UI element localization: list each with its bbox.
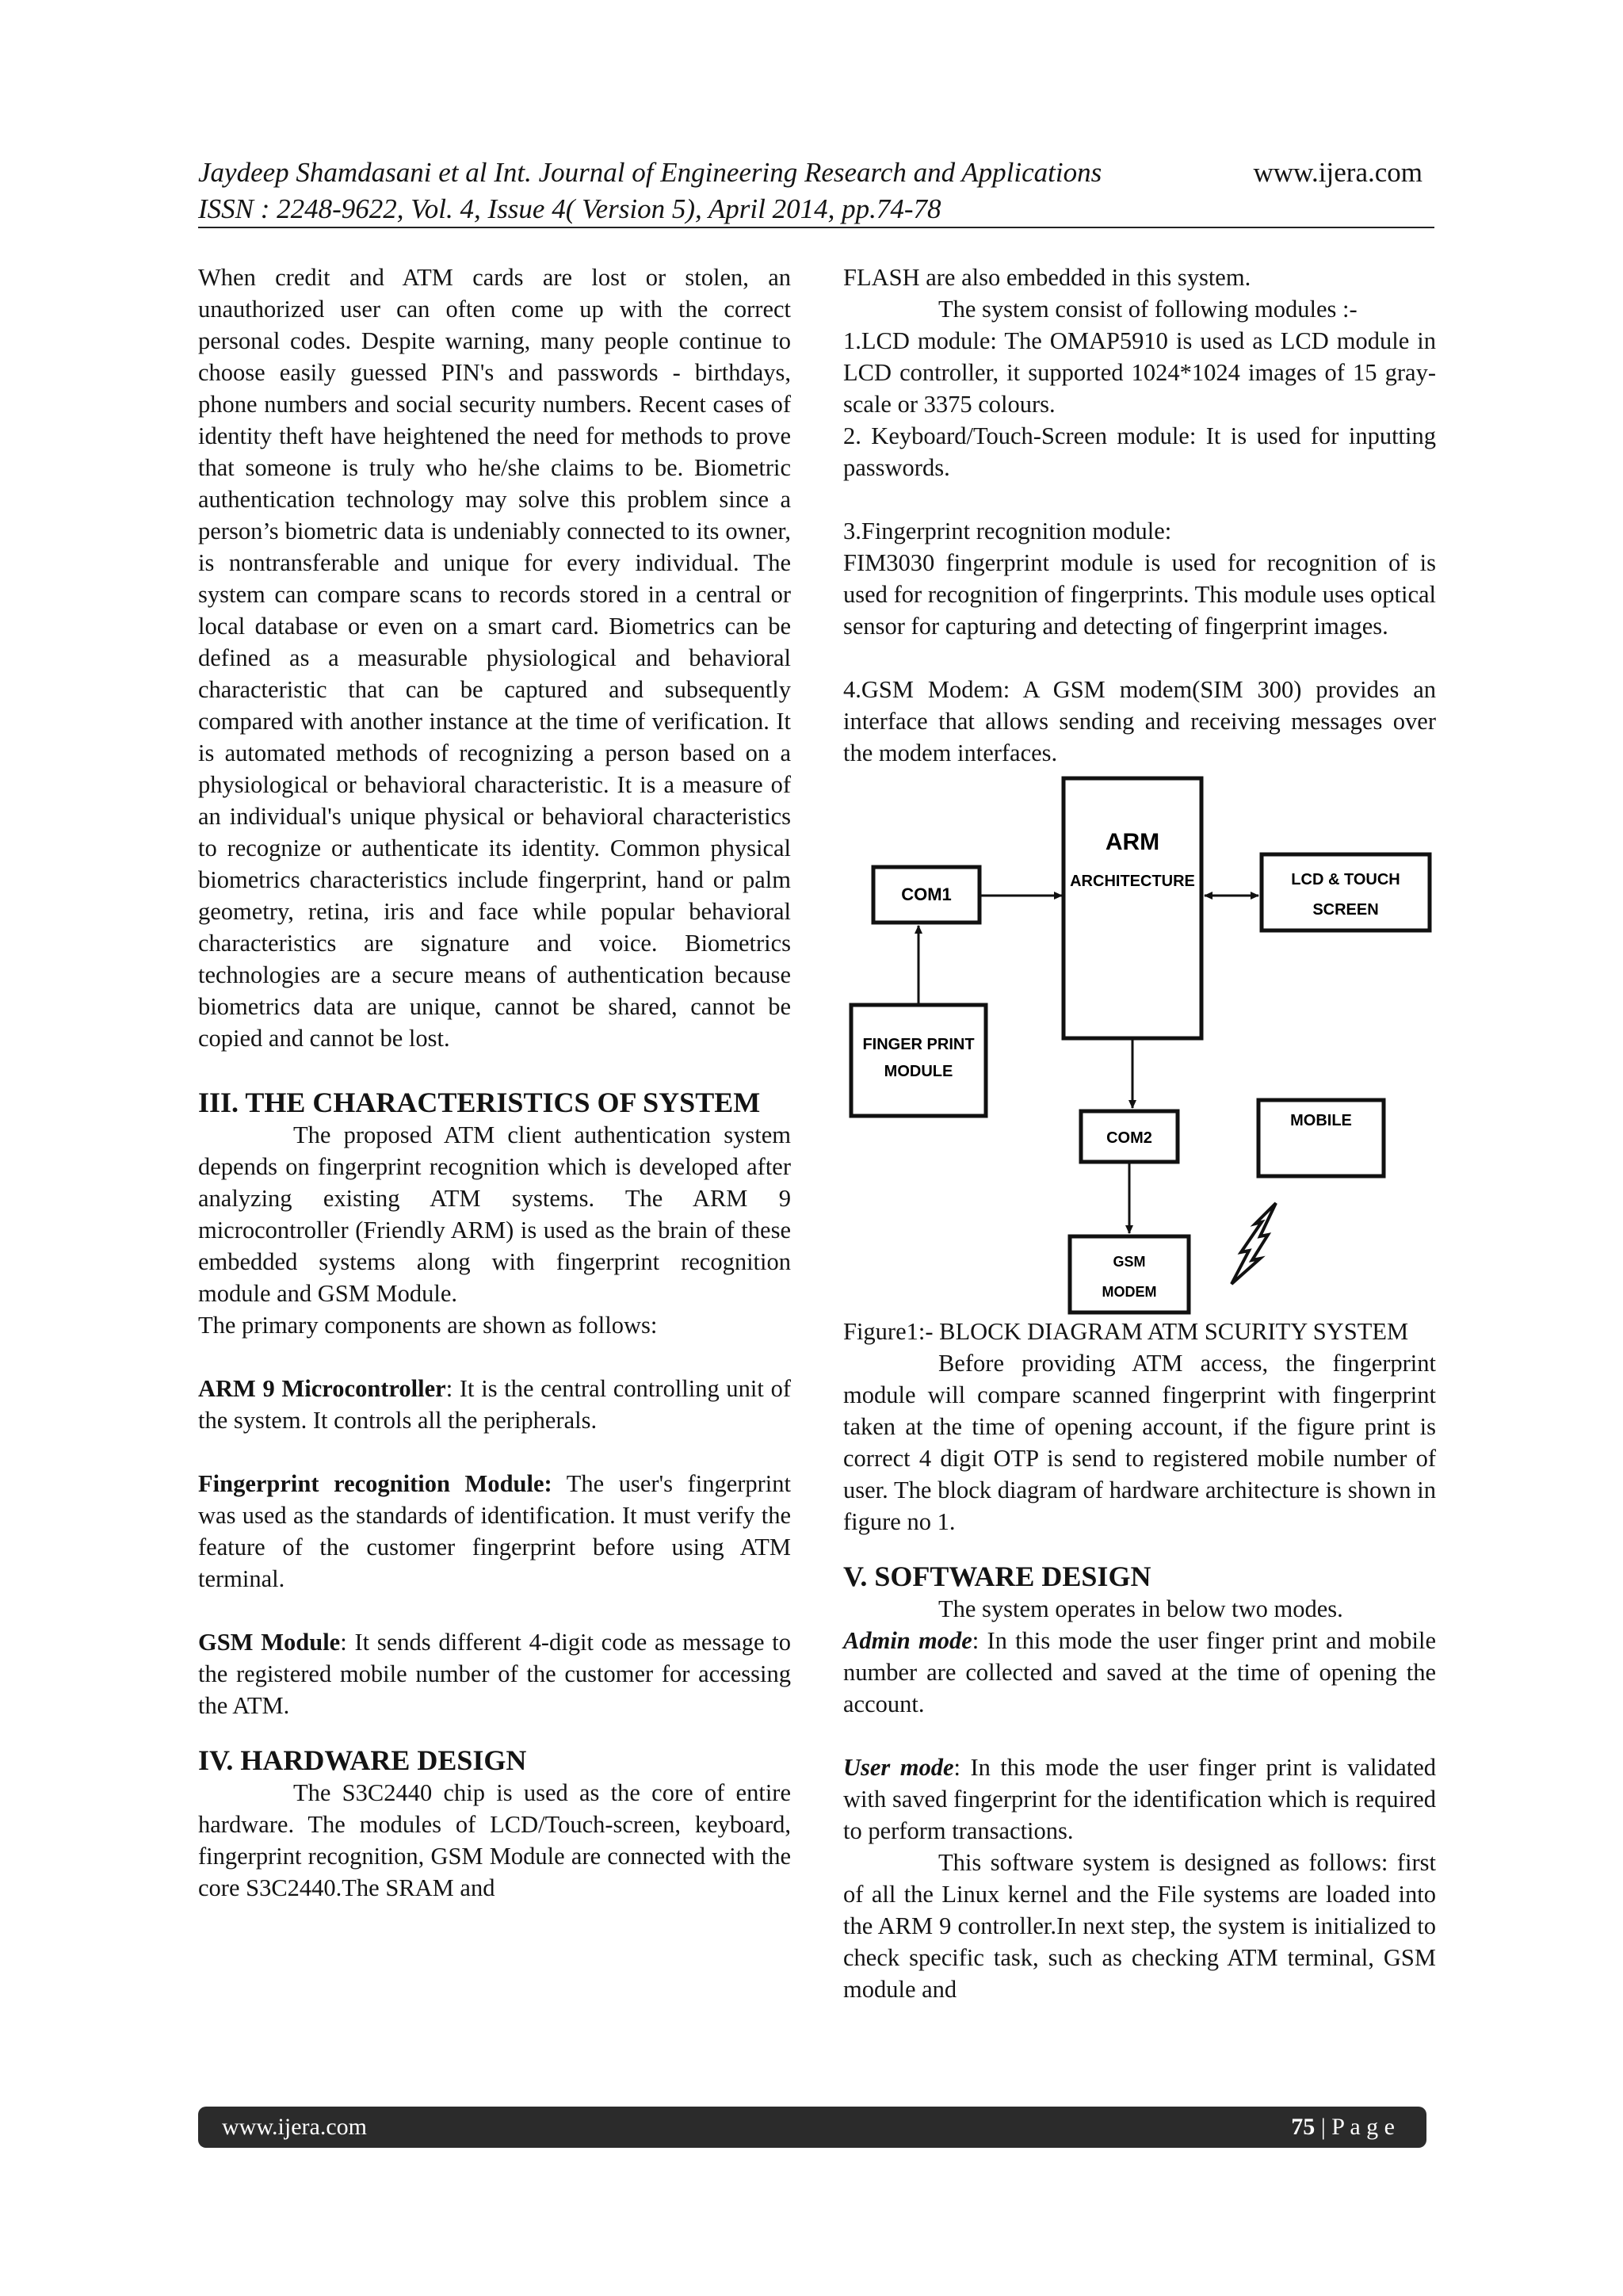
- user-mode-label: User mode: [843, 1754, 954, 1781]
- mobile-text: MOBILE: [1290, 1112, 1352, 1129]
- right-column: [843, 262, 1436, 2005]
- section-5-intro: The system operates in below two modes.: [938, 1595, 1343, 1622]
- fingerprint-component: [198, 1468, 791, 1595]
- header-rule: [198, 227, 1434, 228]
- page-footer: [198, 2107, 1426, 2148]
- section-3-heading: III. THE CHARACTERISTICS OF SYSTEM: [198, 1087, 761, 1118]
- gsm-text-line2: MODEM: [1102, 1284, 1157, 1300]
- gsm-component: [198, 1626, 791, 1721]
- section-4-heading: IV. HARDWARE DESIGN: [198, 1744, 527, 1776]
- footer-page-indicator: [1291, 2114, 1395, 2141]
- arm-title-text: ARM: [1105, 829, 1160, 855]
- footer-site-link[interactable]: www.ijera.com: [222, 2114, 367, 2140]
- section-3-paragraph: The proposed ATM client authentication system depends on fingerprint recognition which is developed after analyzing existing ATM systems. The ARM 9 microcontroller (Friendly ARM) is used as the brain of these embedded systems along with fingerprint recognition module and GSM Module.: [198, 1121, 791, 1307]
- software-design-paragraph: This software system is designed as follows: first of all the Linux kernel and the File systems are loaded into the ARM 9 controller.In next step, the system is initialized to check specific task, such as checking ATM terminal, GSM module and: [843, 1849, 1436, 2003]
- user-mode-paragraph: [843, 1752, 1436, 1847]
- admin-mode-text: : In this mode the user finger print and mobile number are collected and saved at the time of opening the account.: [843, 1627, 1437, 1717]
- gsm-modem-box: [1070, 1236, 1189, 1312]
- running-header: [198, 155, 1423, 227]
- gsm-modem-item: 4.GSM Modem: A GSM modem(SIM 300) provides an interface that allows sending and receiving messages over the modem interfaces.: [843, 676, 1436, 766]
- section-5-heading: V. SOFTWARE DESIGN: [843, 1561, 1151, 1592]
- arm-architecture-box: [1064, 778, 1201, 1038]
- lcd-module-item: 1.LCD module: The OMAP5910 is used as LCD module in LCD controller, it supported 1024*1024 images of 15 gray-scale or 3375 colours.: [843, 327, 1436, 418]
- after-figure-paragraph: Before providing ATM access, the fingerprint module will compare scanned fingerprint with fingerprint taken at the time of opening account, if the figure print is correct 4 digit OTP is send to registered mobile number of user. The block diagram of hardware architecture is shown in figure no 1.: [843, 1350, 1436, 1535]
- user-mode-text: : In this mode the user finger print is validated with saved fingerprint for the identification which is required to perform transactions.: [843, 1754, 1436, 1844]
- com1-text: COM1: [901, 884, 952, 904]
- admin-mode-paragraph: [843, 1625, 1436, 1720]
- gsm-text-line1: GSM: [1113, 1254, 1146, 1270]
- gsm-component-text: : It sends different 4-digit code as message to the registered mobile number of the customer for accessing the ATM.: [198, 1629, 791, 1719]
- fingerprint-component-label: Fingerprint recognition Module:: [198, 1470, 552, 1497]
- intro-paragraph: When credit and ATM cards are lost or stolen, an unauthorized user can often come up with the correct personal codes. Despite warning, many people continue to choose easily guessed PIN's and passwords - birthdays, phone numbers and social security numbers. Recent cases of identity theft have heightened the need for methods to prove that someone is truly who he/she claims to be. Biometric authentication technology may solve this problem since a person’s biometric data is undeniably connected to its owner, is nontransferable and unique for every individual. The system can compare scans to records stored in a central or local database or even on a smart card. Biometrics can be defined as a measurable physiological and behavioral characteristic that can be captured and subsequently compared with another instance at the time of verification. It is automated methods of recognizing a person based on a physiological or behavioral characteristic. It is a measure of an individual's unique physical or behavioral characteristics to recognize or authenticate its identity. Common physical biometrics characteristics include fingerprint, hand or palm geometry, retina, iris and face while popular behavioral characteristics are signature and voice. Biometrics technologies are a secure means of authentication because biometrics data are unique, cannot be shared, cannot be copied and cannot be lost.: [198, 264, 791, 1052]
- arm-component-label: ARM 9 Microcontroller: [198, 1375, 446, 1402]
- arm-component: [198, 1373, 791, 1436]
- header-authors-journal: Jaydeep Shamdasani et al Int. Journal of Engineering Research and Applications: [198, 157, 1102, 188]
- admin-mode-label: Admin mode: [843, 1627, 972, 1654]
- fingerprint-module-item: FIM3030 fingerprint module is used for recognition of is used for recognition of fingerprints. This module uses optical sensor for capturing and detecting of fingerprint images.: [843, 549, 1436, 640]
- header-site-link[interactable]: www.ijera.com: [1253, 157, 1423, 188]
- lcd-text-line1: LCD & TOUCH: [1291, 871, 1400, 888]
- lcd-text-line2: SCREEN: [1312, 901, 1379, 919]
- section-3-components-intro: The primary components are shown as follows:: [198, 1312, 658, 1339]
- arm-component-text: : It is the central controlling unit of the system. It controls all the peripherals.: [198, 1375, 791, 1434]
- footer-page-word: | P a g e: [1315, 2114, 1395, 2140]
- keyboard-module-item: 2. Keyboard/Touch-Screen module: It is used for inputting passwords.: [843, 422, 1436, 481]
- fingerprint-text-line2: MODULE: [884, 1063, 953, 1080]
- com2-text: COM2: [1106, 1129, 1152, 1147]
- block-diagram: [843, 769, 1436, 1316]
- lcd-touch-box: [1262, 854, 1430, 930]
- fingerprint-module-title: 3.Fingerprint recognition module:: [843, 518, 1172, 544]
- arm-sub-text: ARCHITECTURE: [1070, 873, 1195, 890]
- figure-caption: Figure1:- BLOCK DIAGRAM ATM SCURITY SYSTEM: [843, 1318, 1409, 1345]
- gsm-component-label: GSM Module: [198, 1629, 341, 1656]
- fingerprint-component-text: The user's fingerprint was used as the standards of identification. It must verify the feature of the customer fingerprint before using ATM terminal.: [198, 1470, 791, 1592]
- header-issn: ISSN : 2248-9622, Vol. 4, Issue 4( Version 5), April 2014, pp.74-78: [198, 193, 941, 224]
- fingerprint-text-line1: FINGER PRINT: [862, 1036, 975, 1053]
- section-4-paragraph: The S3C2440 chip is used as the core of entire hardware. The modules of LCD/Touch-screen, keyboard, fingerprint recognition, GSM Module are connected with the core S3C2440.The SRAM and: [198, 1779, 791, 1901]
- flash-line: FLASH are also embedded in this system.: [843, 264, 1251, 291]
- left-column: [198, 262, 791, 1904]
- block-diagram-svg: [843, 769, 1436, 1316]
- footer-page-number: 75: [1291, 2114, 1316, 2140]
- fingerprint-module-box: [851, 1005, 986, 1116]
- wireless-signal-icon: [1232, 1203, 1276, 1284]
- modules-intro: The system consist of following modules :-: [938, 296, 1358, 323]
